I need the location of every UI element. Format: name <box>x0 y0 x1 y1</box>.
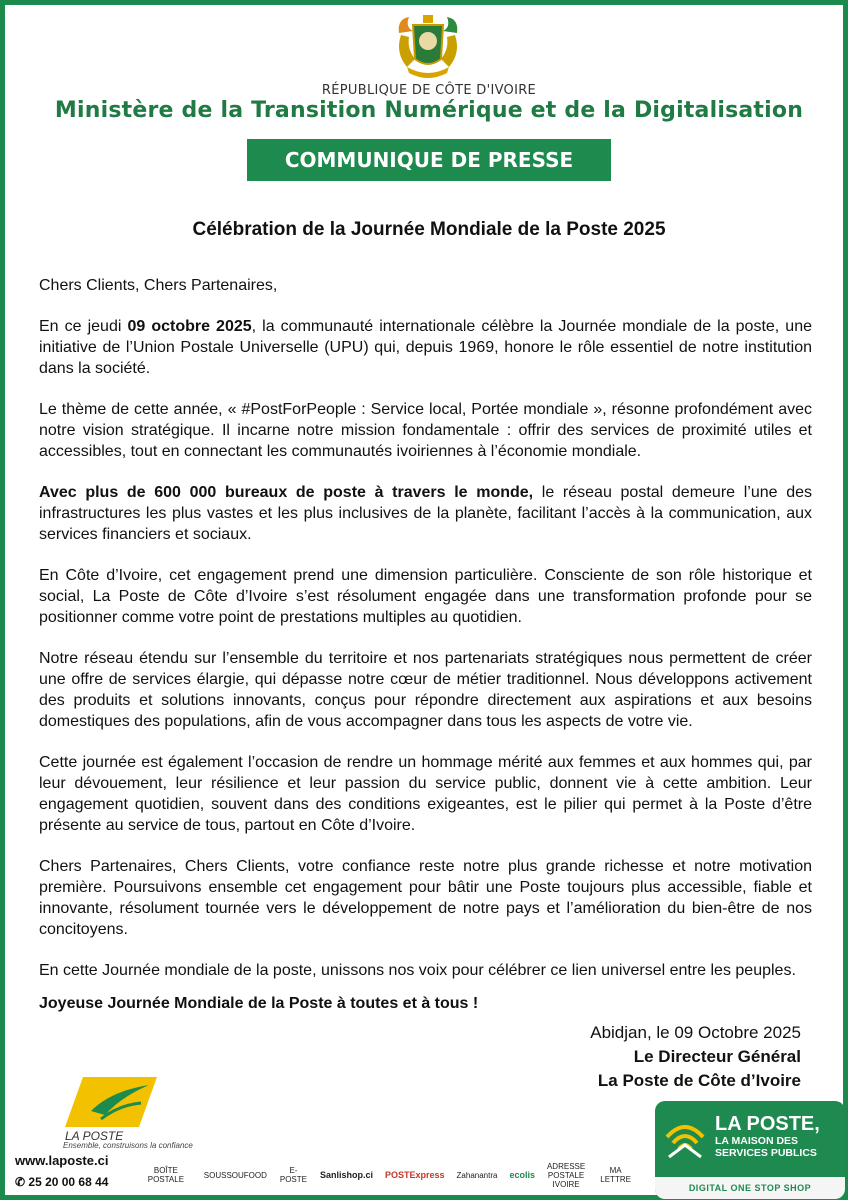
document-title: Célébration de la Journée Mondiale de la Poste 2025 <box>192 219 666 240</box>
paragraph-6: Cette journée est également l’occasion de rendre un hommage mérité aux femmes et aux hommes qui, par leur dévouement, leur résilience et leur passion du service public, donnent vie à cette ambition. Leur engagement quotidien, souvent dans des conditions exigeantes, est le pilier qui permet à la Poste d’être présente au service de tous, partout en Côte d’Ivoire. <box>39 754 812 834</box>
promo-subtitle <box>715 1135 817 1159</box>
phone-number <box>15 1175 108 1189</box>
phone-value: 25 20 00 68 44 <box>28 1175 109 1189</box>
promo-line-1: LA MAISON DES <box>715 1135 799 1147</box>
communique-banner: COMMUNIQUE DE PRESSE <box>247 139 611 181</box>
paragraph-4: En Côte d’Ivoire, cet engagement prend une dimension particulière. Consciente de son rôle historique et social, La Poste de Côte d’Ivoire s’est résolument engagée dans une transformation profonde pour se positionner comme votre point de prestations multiples au quotidien. <box>39 567 812 626</box>
paragraph-5: Notre réseau étendu sur l’ensemble du territoire et nos partenariats stratégiques nous permettent de créer une offre de services élargie, qui dépasse notre cœur de métier traditionnel. Nous développons activement des produits et solutions innovants, conçus pour répondre directement aux aspirations et aux besoins domestiques des populations, afin de vous accompagner dans tous les aspects de votre vie. <box>39 650 812 730</box>
service-logo: ADRESSE POSTALE IVOIRE <box>546 1161 586 1189</box>
paragraph-7: Chers Partenaires, Chers Clients, votre confiance reste notre plus grande richesse et notre motivation première. Poursuivons ensemble cet engagement pour bâtir une Poste toujours plus accessible, fiable et innovante, résolument tournée vers le développement de notre pays et l’amélioration du bien-être de nos concitoyens. <box>39 858 812 938</box>
paragraph-8: En cette Journée mondiale de la poste, unissons nos voix pour célébrer ce lien universel entre les peuples. <box>39 962 796 979</box>
phone-icon: ✆ <box>15 1175 29 1189</box>
promo-banner <box>655 1101 845 1199</box>
letter-body <box>39 275 812 1001</box>
wifi-house-icon <box>663 1111 707 1175</box>
paragraph-3 <box>39 482 812 545</box>
service-logos <box>137 1157 637 1193</box>
greeting: Chers Clients, Chers Partenaires, <box>39 277 278 294</box>
service-logo: MA LETTRE <box>600 1166 631 1184</box>
service-logo: BOÎTE POSTALE <box>147 1166 185 1184</box>
signatory-org: La Poste de Côte d’Ivoire <box>597 1071 801 1090</box>
promo-line-2: SERVICES PUBLICS <box>715 1147 817 1159</box>
ministry-heading: Ministère de la Transition Numérique et de la Digitalisation <box>54 98 804 123</box>
service-logo: Sanlishop.ci <box>319 1170 373 1180</box>
service-logo: ecolis <box>509 1170 535 1180</box>
p3-text: le réseau postal demeure l’une des infrastructures les plus vastes et les plus inclusives de la planète, facilitant l’accès à la communication, aux services financiers et sociaux. <box>39 484 812 543</box>
p1-date: 09 octobre 2025 <box>127 318 252 335</box>
republic-heading: RÉPUBLIQUE DE CÔTE D'IVOIRE <box>321 83 537 98</box>
coat-of-arms-icon <box>393 13 463 81</box>
signatory-role: Le Directeur Général <box>633 1047 801 1066</box>
website-link[interactable]: www.laposte.ci <box>15 1153 109 1168</box>
logo-label: LA POSTE <box>65 1129 124 1143</box>
p3-highlight: Avec plus de 600 000 bureaux de poste à travers le monde, <box>39 484 534 501</box>
p1-text-rest: , la communauté internationale célèbre la Journée mondiale de la poste, une initiative de l’Union Postale Universelle (UPU) qui, depuis 1969, honore le rôle essentiel de notre institution dans la société. <box>39 318 813 377</box>
closing-line: Joyeuse Journée Mondiale de la Poste à toutes et à tous ! <box>39 995 479 1012</box>
place-date: Abidjan, le 09 Octobre 2025 <box>590 1023 801 1042</box>
signature-block <box>590 1021 801 1093</box>
promo-title: LA POSTE, <box>715 1113 820 1135</box>
promo-strip: DIGITAL ONE STOP SHOP <box>655 1177 845 1199</box>
service-logo: SOUSSOUFOOD <box>203 1170 267 1180</box>
p1-text: En ce jeudi <box>39 318 128 335</box>
logo-slogan: Ensemble, construisons la confiance <box>63 1141 193 1150</box>
service-logo: E-POSTE <box>279 1166 307 1184</box>
service-logo: POSTExpress <box>385 1170 445 1180</box>
paragraph-1 <box>39 316 812 379</box>
paragraph-2: Le thème de cette année, « #PostForPeople : Service local, Portée mondiale », résonne profondément avec notre vision stratégique. Il incarne notre mission fondamentale : offrir des services de proximité utiles et accessibles, tout en connectant les communautés ivoiriennes à l’économie mondiale. <box>39 401 812 460</box>
service-logo: Zahanantra <box>456 1170 498 1180</box>
